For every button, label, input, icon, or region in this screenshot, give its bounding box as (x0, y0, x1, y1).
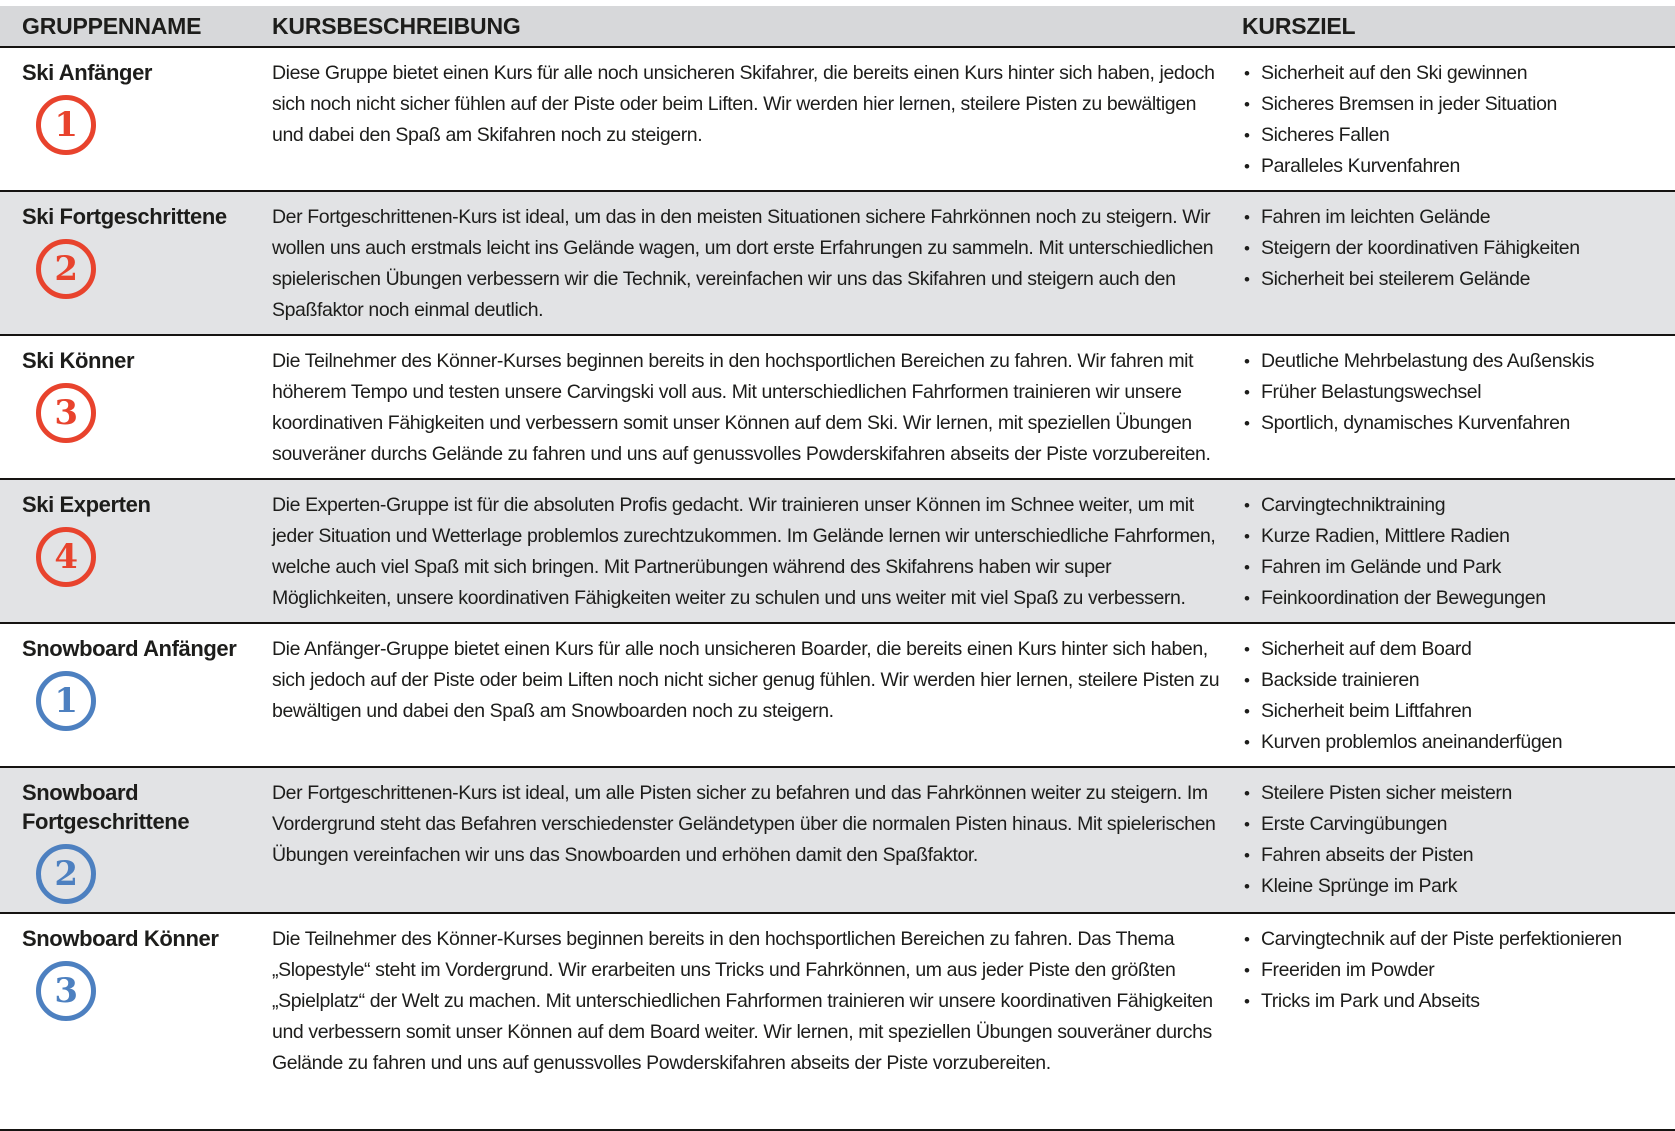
group-cell (22, 58, 252, 182)
level-1-circle-icon (36, 95, 96, 155)
table-row-snowboard-anfaenger (0, 622, 1675, 766)
goal-item: • Deutliche Mehrbelastung des Außenskis (1242, 346, 1661, 377)
goal-item: • Kleine Sprünge im Park (1242, 871, 1661, 902)
goal-item: • Fahren im Gelände und Park (1242, 552, 1661, 583)
goal-item: • Sportlich, dynamisches Kurvenfahren (1242, 408, 1661, 439)
goal-item: • Kurven problemlos aneinanderfügen (1242, 727, 1661, 758)
level-number: 2 (54, 854, 78, 894)
goal-item: • Feinkoordination der Bewegungen (1242, 583, 1661, 614)
goal-item: • Steigern der koordinativen Fähigkeiten (1242, 233, 1661, 264)
header-kursziel: KURSZIEL (1242, 12, 1356, 39)
level-number: 3 (54, 971, 78, 1011)
level-number: 1 (54, 105, 78, 145)
header-kursbeschreibung: KURSBESCHREIBUNG (272, 12, 521, 39)
course-goals (1242, 924, 1661, 1121)
goal-item: • Backside trainieren (1242, 665, 1661, 696)
group-name: Snowboard Anfänger (22, 636, 237, 661)
table-row-snowboard-fortgeschrittene (0, 766, 1675, 912)
course-description: Die Teilnehmer des Könner-Kurses beginnen bereits in den hochsportlichen Bereichen zu fahren. Das Thema „Slopestyle“ steht im Vordergrund. Wir erarbeiten uns Tricks und Fahrkönnen, um aus jeder Piste den größten „Spielplatz“ der Welt zu machen. Mit unterschiedlichen Fahrformen trainieren wir unsere koordinativen Fähigkeiten und verbessern somit unser Können auf dem Board weiter. Wir lernen, mit speziellen Übungen souveräner durchs Gelände zu fahren und uns auf genussvolles Powderskifahren abseits der Piste vorzubereiten. (272, 928, 1213, 1074)
group-name: Ski Experten (22, 492, 151, 517)
level-2-circle-icon (36, 844, 96, 904)
course-description: Diese Gruppe bietet einen Kurs für alle noch unsicheren Skifahrer, die bereits einen Kurs hinter sich haben, jedoch sich noch nicht sicher fühlen auf der Piste oder beim Liften. Wir werden hier lernen, steilere Pisten zu bewältigen und dabei den Spaß am Skifahren noch zu steigern. (272, 62, 1215, 146)
goal-item: • Steilere Pisten sicher meistern (1242, 778, 1661, 809)
header-gruppenname: GRUPPENNAME (22, 12, 202, 39)
course-description: Die Experten-Gruppe ist für die absoluten Profis gedacht. Wir trainieren unser Können im Schnee weiter, um mit jeder Situation und Wetterlage problemlos zurechtzukommen. Im Gelände lernen wir unterschiedliche Fahrformen, welche auch viel Spaß mit sich bringen. Mit Partnerübungen während des Skifahrens haben wir super Möglichkeiten, unsere koordinativen Fähigkeiten weiter zu schulen und uns weiter mit viel Spaß zu verbessern. (272, 494, 1216, 609)
level-3-circle-icon (36, 961, 96, 1021)
goal-item: • Sicherheit beim Liftfahren (1242, 696, 1661, 727)
group-name: Snowboard Fortgeschrittene (22, 780, 190, 834)
table-row-ski-koenner (0, 334, 1675, 478)
goal-item: • Carvingtechniktraining (1242, 490, 1661, 521)
table-row-ski-fortgeschrittene (0, 190, 1675, 334)
table-row-ski-experten (0, 478, 1675, 622)
group-cell (22, 490, 252, 614)
goal-item: • Freeriden im Powder (1242, 955, 1661, 986)
table-header (0, 6, 1675, 46)
goal-item: • Kurze Radien, Mittlere Radien (1242, 521, 1661, 552)
course-description: Die Teilnehmer des Könner-Kurses beginnen bereits in den hochsportlichen Bereichen zu fahren. Wir fahren mit höherem Tempo und testen unsere Carvingski voll aus. Mit unterschiedlichen Fahrformen trainieren wir unsere koordinativen Fähigkeiten und verbessern somit unser Können auf dem Ski. Wir lernen, mit speziellen Übungen souveräner durchs Gelände zu fahren und uns auf genussvolles Powderskifahren abseits der Piste vorzubereiten. (272, 350, 1211, 465)
level-number: 4 (54, 537, 78, 577)
goal-item: • Tricks im Park und Abseits (1242, 986, 1661, 1017)
course-description: Der Fortgeschrittenen-Kurs ist ideal, um alle Pisten sicher zu befahren und das Fahrkönnen weiter zu steigern. Im Vordergrund steht das Befahren verschiedenster Geländetypen über die normalen Pisten hinaus. Mit spielerischen Übungen vereinfachen wir uns das Snowboarden und erhöhen damit den Spaßfaktor. (272, 782, 1216, 866)
group-name: Ski Könner (22, 348, 135, 373)
course-goals (1242, 490, 1661, 614)
level-3-circle-icon (36, 383, 96, 443)
table-row-snowboard-koenner (0, 912, 1675, 1129)
level-4-circle-icon (36, 527, 96, 587)
goal-item: • Carvingtechnik auf der Piste perfektionieren (1242, 924, 1661, 955)
group-cell (22, 346, 252, 470)
course-goals (1242, 634, 1661, 758)
group-name: Snowboard Könner (22, 926, 219, 951)
level-number: 3 (54, 393, 78, 433)
goal-item: • Sicherheit auf den Ski gewinnen (1242, 58, 1661, 89)
group-name: Ski Fortgeschrittene (22, 204, 227, 229)
goal-item: • Paralleles Kurvenfahren (1242, 151, 1661, 182)
level-2-circle-icon (36, 239, 96, 299)
level-number: 2 (54, 249, 78, 289)
goal-item: • Sicherheit auf dem Board (1242, 634, 1661, 665)
goal-item: • Sicheres Fallen (1242, 120, 1661, 151)
course-goals (1242, 346, 1661, 470)
course-description: Der Fortgeschrittenen-Kurs ist ideal, um das in den meisten Situationen sichere Fahrkönnen noch zu steigern. Wir wollen uns auch erstmals leicht ins Gelände wagen, um dort erste Erfahrungen zu sammeln. Mit unterschiedlichen spielerischen Übungen verbessern wir die Technik, vereinfachen wir uns das Skifahren und steigern auch den Spaßfaktor noch einmal deutlich. (272, 206, 1214, 321)
course-table (0, 6, 1675, 1131)
goal-item: • Fahren im leichten Gelände (1242, 202, 1661, 233)
goal-item: • Sicherheit bei steilerem Gelände (1242, 264, 1661, 295)
course-goals (1242, 202, 1661, 326)
group-cell (22, 778, 252, 904)
group-cell (22, 924, 252, 1121)
level-number: 1 (54, 681, 78, 721)
course-goals (1242, 58, 1661, 182)
table-row-ski-anfaenger (0, 46, 1675, 190)
goal-item: • Erste Carvingübungen (1242, 809, 1661, 840)
group-cell (22, 634, 252, 758)
level-1-circle-icon (36, 671, 96, 731)
goal-item: • Sicheres Bremsen in jeder Situation (1242, 89, 1661, 120)
goal-item: • Fahren abseits der Pisten (1242, 840, 1661, 871)
group-cell (22, 202, 252, 326)
course-goals (1242, 778, 1661, 904)
goal-item: • Früher Belastungswechsel (1242, 377, 1661, 408)
course-description: Die Anfänger-Gruppe bietet einen Kurs für alle noch unsicheren Boarder, die bereits einen Kurs hinter sich haben, sich jedoch auf der Piste oder beim Liften noch nicht sicher genug fühlen. Wir werden hier lernen, steilere Pisten zu bewältigen und dabei den Spaß am Snowboarden noch zu steigern. (272, 638, 1220, 722)
group-name: Ski Anfänger (22, 60, 153, 85)
